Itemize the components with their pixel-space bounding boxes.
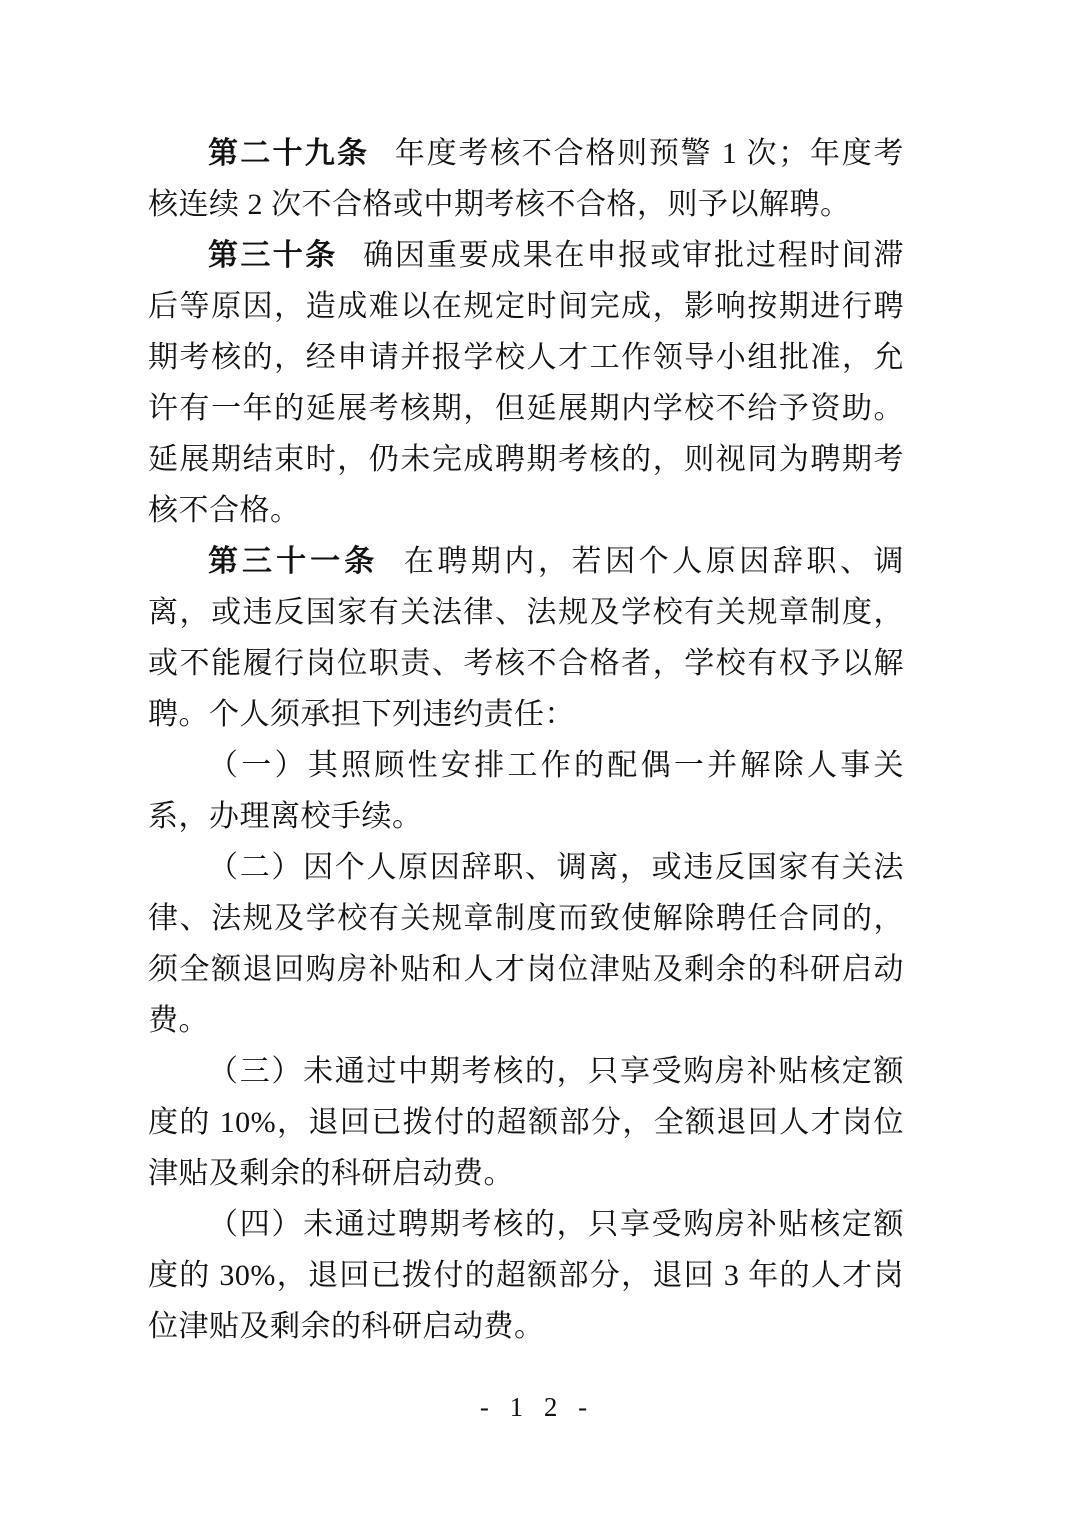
page-number: - 1 2 -	[479, 1392, 595, 1422]
article-number-29: 第二十九条	[208, 137, 370, 170]
list-item-3	[148, 1046, 904, 1199]
article-paragraph-30	[148, 230, 904, 536]
list-item-4	[148, 1199, 904, 1352]
document-content	[148, 128, 904, 1352]
paragraph-text: 年度考核不合格则预警 1 次；年度考核连续 2 次不合格或中期考核不合格，则予以解聘。	[148, 137, 905, 221]
article-number-31: 第三十一条	[208, 545, 379, 578]
list-item-2	[148, 842, 904, 1046]
article-paragraph-31	[148, 536, 904, 740]
paragraph-text: （一）其照顾性安排工作的配偶一并解除人事关系，办理离校手续。	[148, 749, 904, 833]
paragraph-text: 确因重要成果在申报或审批过程时间滞后等原因，造成难以在规定时间完成，影响按期进行聘期考核的，经申请并报学校人才工作领导小组批准，允许有一年的延展考核期，但延展期内学校不给予资助。延展期结束时，仍未完成聘期考核的，则视同为聘期考核不合格。	[148, 239, 905, 527]
paragraph-text: （三）未通过中期考核的，只享受购房补贴核定额度的 10%，退回已拨付的超额部分，全额退回人才岗位津贴及剩余的科研启动费。	[148, 1055, 904, 1190]
paragraph-text: 在聘期内，若因个人原因辞职、调离，或违反国家有关法律、法规及学校有关规章制度，或不能履行岗位职责、考核不合格者，学校有权予以解聘。个人须承担下列违约责任：	[148, 545, 905, 731]
paragraph-text: （四）未通过聘期考核的，只享受购房补贴核定额度的 30%，退回已拨付的超额部分，退回 3 年的人才岗位津贴及剩余的科研启动费。	[148, 1208, 904, 1343]
page-footer	[0, 1392, 1074, 1423]
list-item-1	[148, 740, 904, 842]
article-number-30: 第三十条	[208, 239, 338, 272]
article-paragraph-29	[148, 128, 904, 230]
paragraph-text: （二）因个人原因辞职、调离，或违反国家有关法律、法规及学校有关规章制度而致使解除聘任合同的，须全额退回购房补贴和人才岗位津贴及剩余的科研启动费。	[148, 851, 904, 1037]
